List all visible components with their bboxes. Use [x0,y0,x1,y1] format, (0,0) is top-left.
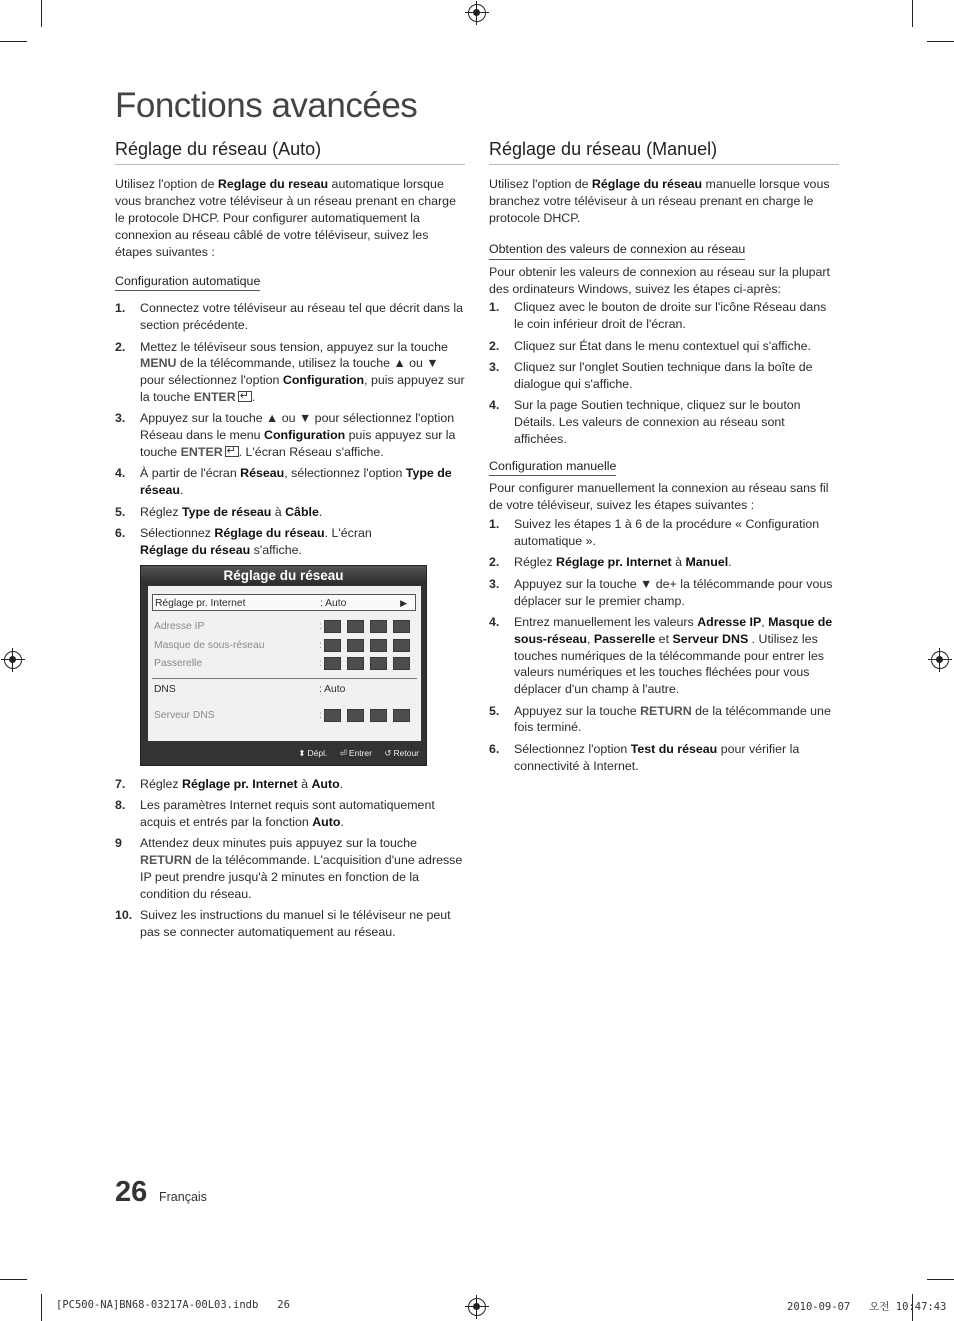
ip-fields [324,657,416,676]
enter-icon [225,446,239,457]
list-item: 2. Réglez Réglage pr. Internet à Manuel. [489,555,732,570]
list-item: 4. Entrez manuellement les valeurs Adresse IP, Masque de sous-réseau, Passerelle et Serveur DNS . Utilisez les touches numériques de la télécommande pour entrer les valeurs numériques et les touches fléchées pour vous déplacer d'un champ à l'autre. [489,614,833,697]
osd-row-ip-address: Adresse IP : [152,618,416,635]
osd-footer [141,741,426,765]
crop-mark [0,41,27,42]
arrow-right-icon: ▶ [400,597,407,608]
enter-hint: ⏎ Entrer [339,747,372,758]
osd-row-dns[interactable]: DNS : Auto [154,683,346,695]
list-item: 1. Connectez votre téléviseur au réseau tel que décrit dans la section précédente. [115,301,464,333]
list-item: 5. Appuyez sur la touche RETURN de la télécommande une fois terminé. [489,703,831,735]
osd-row-gateway: Passerelle : [152,655,416,672]
intro-paragraph: Utilisez l'option de Réglage du réseau manuelle lorsque vous branchez votre téléviseur à un réseau prenant en charge le protocole DHCP. [489,177,830,225]
network-settings-screen [140,565,427,766]
list-item: 5. Réglez Type de réseau à Câble. [115,504,323,519]
list-item: 3. Appuyez sur la touche ▲ ou ▼ pour sélectionnez l'option Réseau dans le menu Configuration puis appuyez sur la touche ENTER↵ . L'écran Réseau s'affiche. [115,410,465,461]
list-item: 1. Suivez les étapes 1 à 6 de la procédure « Configuration automatique ». [489,517,820,549]
osd-row-internet-setting[interactable]: Réglage pr. Internet : Auto ▶ [152,594,416,611]
intro-paragraph: Utilisez l'option de Reglage du reseau automatique lorsque vous branchez votre téléviseur à un réseau prenant en charge le protocole DHCP. Pour configurer automatiquement la connexion au réseau câblé de votre téléviseur, suivez les étapes suivantes : [115,177,456,259]
list-item: 6. Sélectionnez Réglage du réseau. L'écran Réglage du réseau s'affiche. [115,525,372,557]
list-item: 6. Sélectionnez l'option Test du réseau pour vérifier la connectivité à Internet. [489,741,800,773]
list-item: 9 Attendez deux minutes puis appuyez sur la touche RETURN de la télécommande. L'acquisition d'une adresse IP peut prendre jusqu'à 2 minutes en fonction de la condition du réseau. [115,835,463,901]
crop-mark [912,0,913,27]
return-hint: ↺ Retour [384,747,419,758]
enter-icon [238,391,252,402]
registration-mark-icon [931,651,949,669]
page-number: 26 [115,1176,148,1208]
osd-title: Réglage du réseau [141,566,426,585]
move-hint: ⬍ Dépl. [298,747,328,758]
section-heading-manual: Réglage du réseau (Manuel) [489,138,839,165]
list-item: 3. Appuyez sur la touche ▼ de+ la télécommande pour vous déplacer sur le premier champ. [489,576,833,608]
list-item: 10. Suivez les instructions du manuel si le téléviseur ne peut pas se connecter automatiquement au réseau. [115,907,451,939]
steps-list-auto-continued [115,776,465,941]
paragraph: Pour obtenir les valeurs de connexion au réseau sur la plupart des ordinateurs Windows, suivez les étapes ci-après: [489,264,830,296]
right-column [489,138,839,779]
ip-fields [324,709,416,728]
registration-mark-icon [468,1298,486,1316]
crop-mark [927,41,954,42]
crop-mark [927,1279,954,1280]
list-item: 4. Sur la page Soutien technique, cliquez sur le bouton Détails. Les valeurs de connexion au réseau sont affichées. [489,397,801,446]
divider [152,678,417,679]
list-item: 3. Cliquez sur l'onglet Soutien technique dans la boîte de dialogue qui s'affiche. [489,359,813,391]
steps-list-manual [489,516,839,774]
section-heading-auto: Réglage du réseau (Auto) [115,138,465,165]
subheading-config-manual: Configuration manuelle [489,458,616,477]
list-item: 1. Cliquez avec le bouton de droite sur l'icône Réseau dans le coin inférieur droit de l'écran. [489,300,827,332]
steps-list-obtain [489,299,839,447]
osd-panel [148,586,421,741]
page-language: Français [159,1190,207,1204]
crop-mark [41,0,42,27]
crop-mark [0,1279,27,1280]
subheading-config-auto: Configuration automatique [115,273,260,292]
updown-icon: ⬍ [298,747,306,758]
steps-list-auto [115,300,465,558]
paragraph: Pour configurer manuellement la connexion au réseau sans fil de votre téléviseur, suivez les étapes suivantes : [489,481,829,513]
left-column [115,138,465,945]
enter-icon: ⏎ [339,747,347,758]
list-item: 8. Les paramètres Internet requis sont automatiquement acquis et entrés par la fonction Auto. [115,797,435,829]
return-icon: ↺ [384,747,392,758]
list-item: 2. Mettez le téléviseur sous tension, appuyez sur la touche MENU de la télécommande, utilisez la touche ▲ ou ▼ pour sélectionnez l'option Configuration, puis appuyez sur la touche ENTER↵ . [115,339,465,407]
list-item: 7. Réglez Réglage pr. Internet à Auto. [115,776,344,791]
subheading-obtain-values: Obtention des valeurs de connexion au réseau [489,241,745,260]
page-title: Fonctions avancées [115,86,418,125]
registration-mark-icon [4,651,22,669]
registration-mark-icon [468,4,486,22]
print-date: 2010-09-07 오전 10:47:43 [787,1301,947,1313]
list-item: 4. À partir de l'écran Réseau, sélectionnez l'option Type de réseau. [115,466,452,498]
crop-mark [41,1294,42,1321]
list-item: 2. Cliquez sur État dans le menu contextuel qui s'affiche. [489,338,811,353]
osd-row-subnet-mask: Masque de sous-réseau : [152,637,416,654]
osd-row-dns-server: Serveur DNS : [152,707,416,724]
print-file-info: [PC500-NA]BN68-03217A-00L03.indb 26 [56,1299,290,1311]
